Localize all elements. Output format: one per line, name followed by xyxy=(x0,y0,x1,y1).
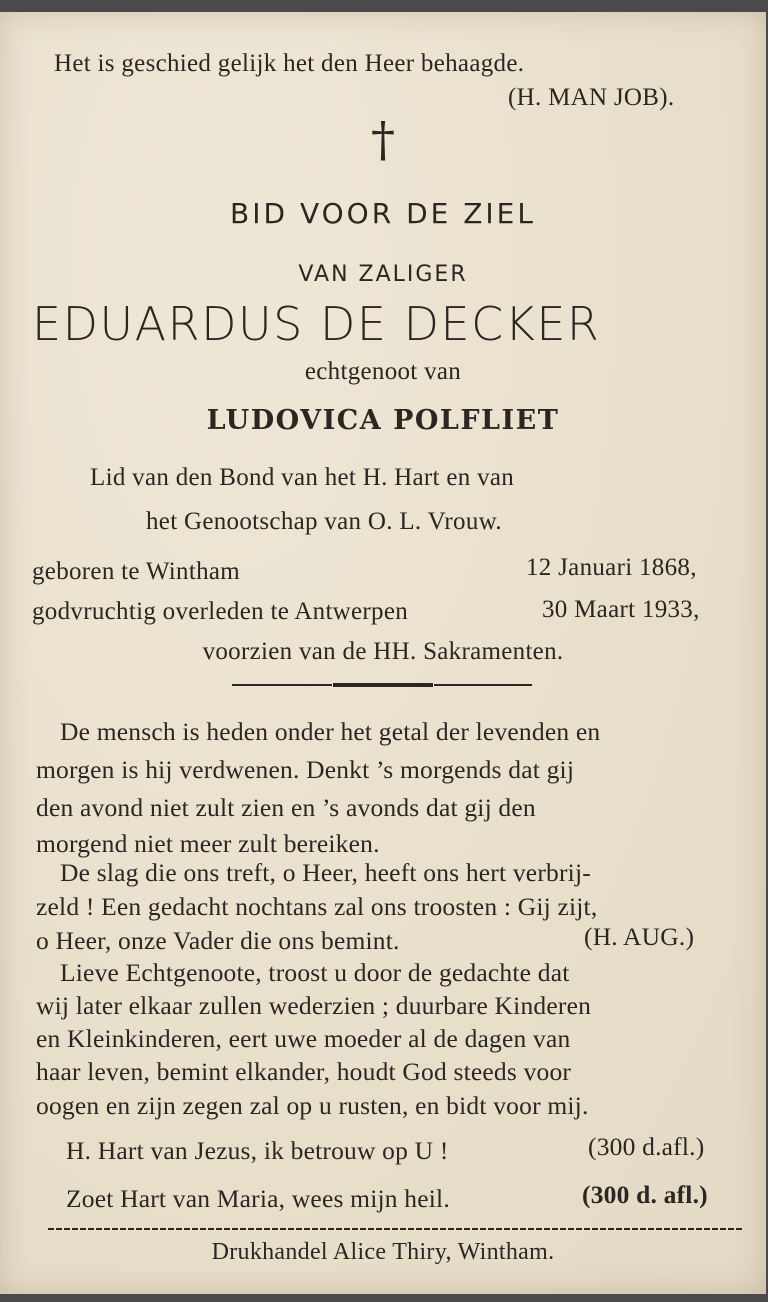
prayer-text: Zoet Hart van Maria, wees mijn heil. xyxy=(66,1184,450,1213)
text-line: Lieve Echtgenoote, troost u door de gedachte dat xyxy=(60,958,570,987)
text-line: De slag die ons treft, o Heer, heeft ons hert verbrij- xyxy=(60,858,591,887)
divider-center xyxy=(333,683,433,687)
deceased-name: EDUARDUS DE DECKER xyxy=(32,297,601,351)
divider-right xyxy=(434,684,532,686)
text-line: morgen is hij verdwenen. Denkt ’s morgends dat gij xyxy=(36,755,575,784)
prayer-indulgence: (300 d.afl.) xyxy=(588,1132,705,1161)
prayer-indulgence: (300 d. afl.) xyxy=(582,1180,708,1209)
heading-line1: BID VOOR DE ZIEL xyxy=(230,197,536,230)
text-line: zeld ! Een gedacht nochtans zal ons troosten : Gij zijt, xyxy=(36,892,598,921)
printer: Drukhandel Alice Thiry, Wintham. xyxy=(211,1239,555,1265)
text-line: morgend niet meer zult bereiken. xyxy=(36,829,380,858)
spouse-name: LUDOVICA POLFLIET xyxy=(206,405,560,436)
spouse-intro: echtgenoot van xyxy=(304,358,462,385)
bottom-rule xyxy=(48,1228,742,1230)
membership-line2: het Genootschap van O. L. Vrouw. xyxy=(146,508,502,535)
birth-date: 12 Januari 1868, xyxy=(526,554,697,581)
divider-left xyxy=(232,684,332,686)
text-line: o Heer, onze Vader die ons bemint. xyxy=(36,926,400,955)
epigraph-quote: Het is geschied gelijk het den Heer behaagde. xyxy=(54,50,525,77)
death-date: 30 Maart 1933, xyxy=(542,596,700,623)
prayer-text: H. Hart van Jezus, ik betrouw op U ! xyxy=(66,1136,449,1165)
text-line: wij later elkaar zullen wederzien ; duurbare Kinderen xyxy=(36,991,592,1020)
text-line: den avond niet zult zien en ’s avonds dat gij den xyxy=(36,793,536,822)
text-line: oogen en zijn zegen zal op u rusten, en bidt voor mij. xyxy=(36,1091,589,1120)
birth-place: geboren te Wintham xyxy=(32,558,241,585)
membership-line1: Lid van den Bond van het H. Hart en van xyxy=(90,464,515,491)
memorial-card xyxy=(0,12,766,1294)
text-line: De mensch is heden onder het getal der levenden en xyxy=(60,717,601,746)
quote-source-aug: (H. AUG.) xyxy=(584,922,695,951)
text-line: haar leven, bemint elkander, houdt God steeds voor xyxy=(36,1057,572,1086)
death-place: godvruchtig overleden te Antwerpen xyxy=(32,598,409,625)
text-line: en Kleinkinderen, eert uwe moeder al de dagen van xyxy=(36,1024,571,1053)
heading-line2: VAN ZALIGER xyxy=(298,262,468,287)
sacraments: voorzien van de HH. Sakramenten. xyxy=(202,638,564,665)
cross-icon: † xyxy=(371,112,395,168)
epigraph-source: (H. MAN JOB). xyxy=(508,84,675,111)
